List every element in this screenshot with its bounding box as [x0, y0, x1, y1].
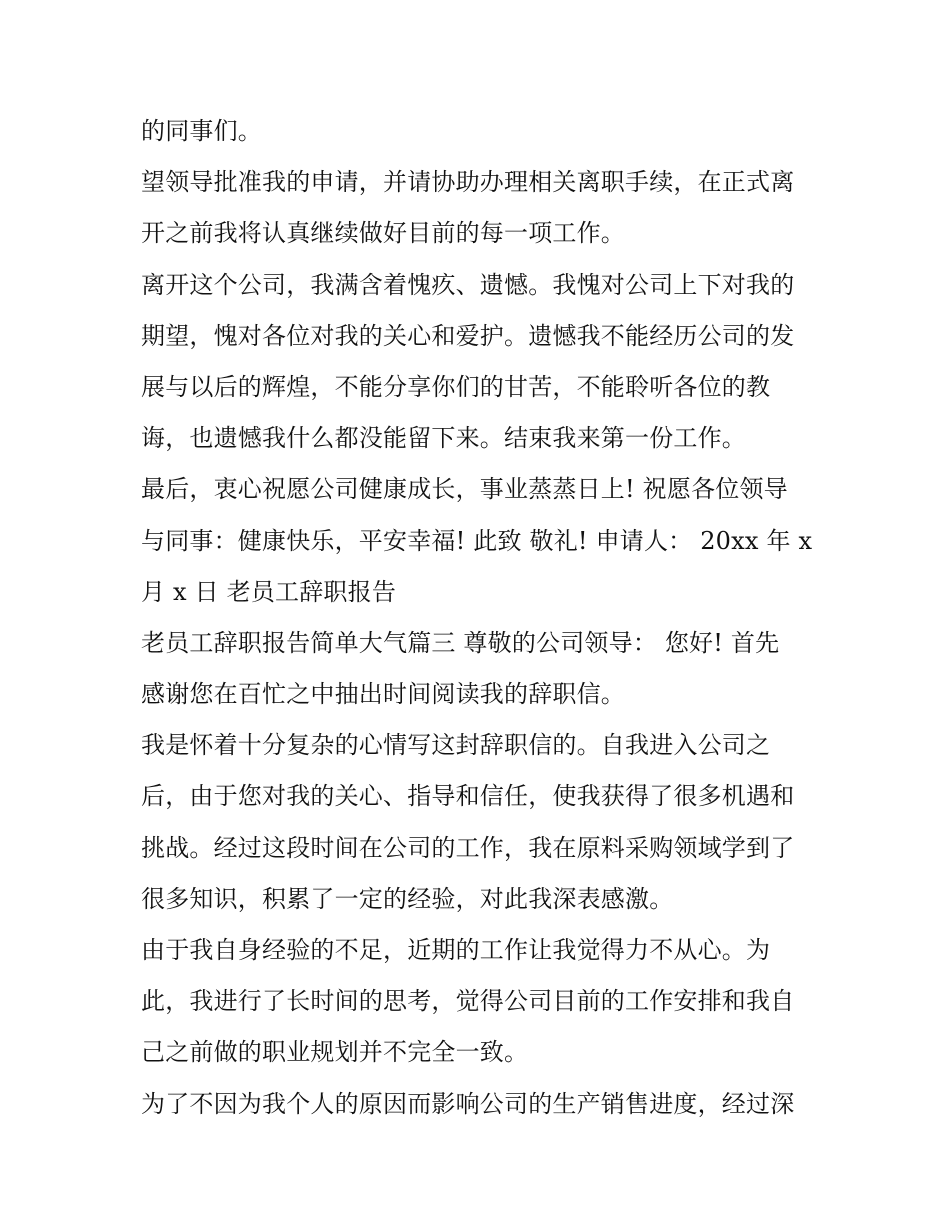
document-body — [141, 106, 821, 1130]
text-line: 此，我进行了长时间的思考，觉得公司目前的工作安排和我自 — [141, 987, 795, 1016]
text-line: 由于我自身经验的不足，近期的工作让我觉得力不从心。为 — [141, 936, 771, 964]
text-line: 最后，衷心祝愿公司健康成长，事业蒸蒸日上! 祝愿各位领导 — [141, 475, 788, 504]
text-line: 老员工辞职报告简单大气篇三 尊敬的公司领导： 您好! 首先 — [141, 628, 780, 657]
text-line: 展与以后的辉煌，不能分享你们的甘苦，不能聆听各位的教 — [141, 372, 771, 401]
text-line: 为了不因为我个人的原因而影响公司的生产销售进度，经过深 — [141, 1089, 795, 1118]
text-line: 望领导批准我的申请，并请协助办理相关离职手续，在正式离 — [141, 168, 795, 197]
text-line: 感谢您在百忙之中抽出时间阅读我的辞职信。 — [141, 680, 625, 709]
text-line: 己之前做的职业规划并不完全一致。 — [141, 1038, 529, 1067]
text-line: 月 x 日 老员工辞职报告 — [141, 577, 397, 606]
text-line: 我是怀着十分复杂的心情写这封辞职信的。自我进入公司之 — [141, 731, 771, 760]
text-line: 后，由于您对我的关心、指导和信任，使我获得了很多机遇和 — [141, 782, 795, 811]
text-line: 挑战。经过这段时间在公司的工作，我在原料采购领域学到了 — [141, 833, 795, 862]
text-line: 开之前我将认真继续做好目前的每一项工作。 — [141, 219, 625, 248]
text-line: 很多知识，积累了一定的经验，对此我深表感激。 — [141, 884, 674, 913]
text-line: 离开这个公司，我满含着愧疚、遗憾。我愧对公司上下对我的 — [141, 270, 795, 299]
text-line: 诲，也遗憾我什么都没能留下来。结束我来第一份工作。 — [141, 424, 746, 453]
text-line: 的同事们。 — [141, 117, 262, 145]
text-line: 与同事：健康快乐，平安幸福! 此致 敬礼! 申请人： 20xx 年 x — [141, 526, 813, 555]
text-line: 期望，愧对各位对我的关心和爱护。遗憾我不能经历公司的发 — [141, 321, 795, 350]
